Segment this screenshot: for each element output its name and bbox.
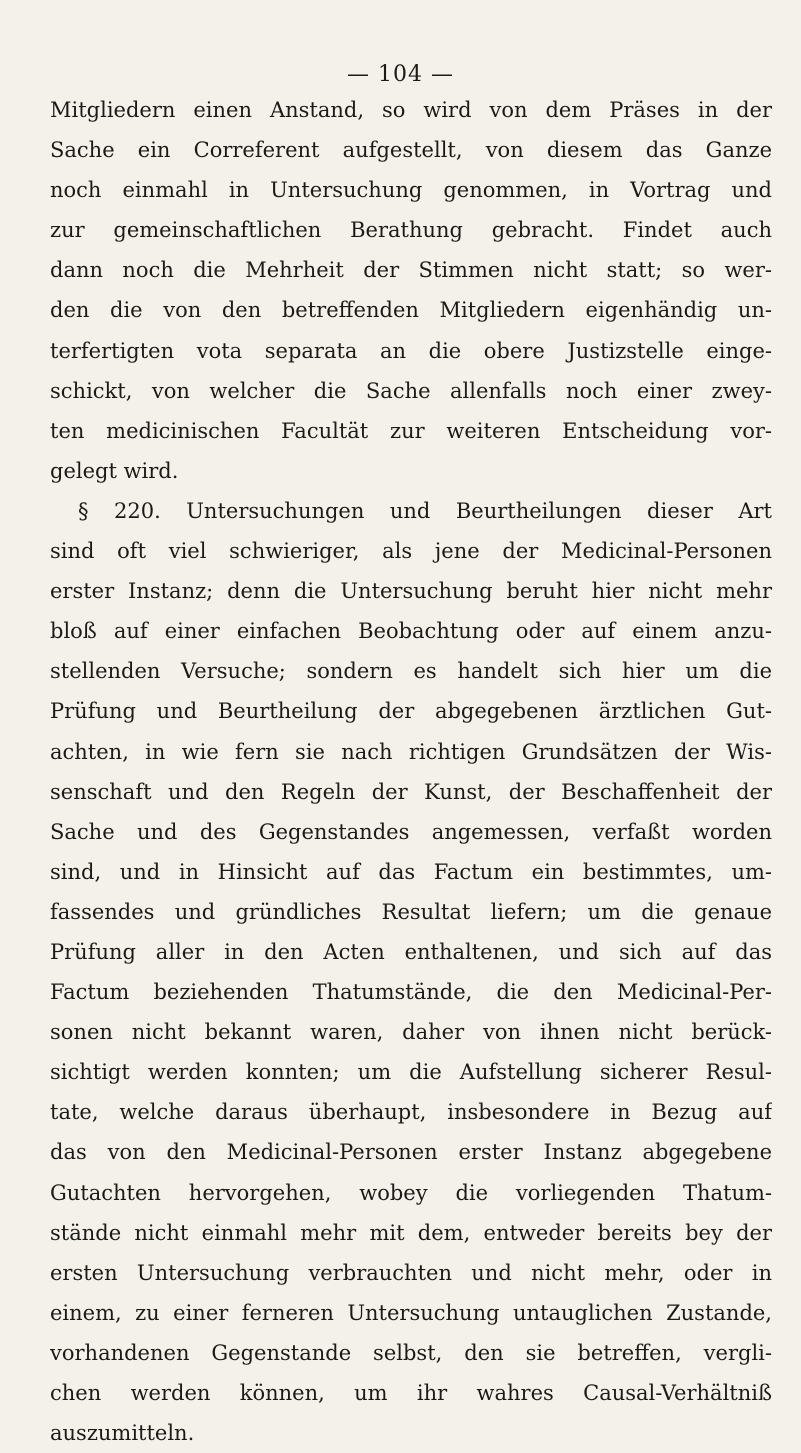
text-line: ersten Untersuchung verbrauchten und nicht mehr, oder in: [50, 1260, 772, 1285]
text-line: schickt, von welcher die Sache allenfalls noch einer zwey-: [50, 378, 772, 403]
text-line: Sache ein Correferent aufgestellt, von diesem das Ganze: [50, 138, 772, 163]
text-line: einem, zu einer ferneren Untersuchung untauglichen Zustande,: [50, 1300, 772, 1325]
text-line: gelegt wird.: [50, 458, 179, 483]
text-line: senschaft und den Regeln der Kunst, der Beschaffenheit der: [50, 779, 772, 804]
text-line: zur gemeinschaftlichen Berathung gebracht. Findet auch: [50, 218, 772, 243]
body-text: [50, 90, 772, 1453]
text-line: sichtigt werden konnten; um die Aufstellung sicherer Resul-: [50, 1060, 772, 1085]
text-line: Prüfung aller in den Acten enthaltenen, und sich auf das: [50, 939, 772, 964]
text-line: fassendes und gründliches Resultat liefern; um die genaue: [50, 899, 772, 924]
text-line: stellenden Versuche; sondern es handelt sich hier um die: [50, 659, 772, 684]
text-line: sind oft viel schwieriger, als jene der Medicinal-Personen: [50, 539, 772, 564]
text-line: tate, welche daraus überhaupt, insbesondere in Bezug auf: [50, 1100, 772, 1125]
text-line: achten, in wie fern sie nach richtigen Grundsätzen der Wis-: [50, 739, 772, 764]
text-line: das von den Medicinal-Personen erster Instanz abgegebene: [50, 1140, 772, 1165]
text-line: vorhandenen Gegenstande selbst, den sie betreffen, vergli-: [50, 1340, 772, 1365]
text-line: erster Instanz; denn die Untersuchung beruht hier nicht mehr: [50, 579, 772, 604]
text-line: Gutachten hervorgehen, wobey die vorliegenden Thatum-: [50, 1180, 772, 1205]
page-number: — 104 —: [347, 62, 454, 87]
paragraph-start: § 220. Untersuchungen und Beurtheilungen dieser Art: [78, 498, 772, 523]
text-line: Mitgliedern einen Anstand, so wird von dem Präses in der: [50, 98, 772, 122]
text-line: ten medicinischen Facultät zur weiteren Entscheidung vor-: [50, 418, 772, 443]
text-line: sind, und in Hinsicht auf das Factum ein bestimmtes, um-: [50, 859, 772, 884]
text-line: Prüfung und Beurtheilung der abgegebenen ärztlichen Gut-: [50, 699, 772, 724]
text-line: terfertigten vota separata an die obere Justizstelle einge-: [50, 338, 772, 363]
text-line: Factum beziehenden Thatumstände, die den Medicinal-Per-: [50, 980, 772, 1005]
text-line: chen werden können, um ihr wahres Causal-Verhältniß: [50, 1381, 772, 1405]
text-line: noch einmahl in Untersuchung genommen, in Vortrag und: [50, 178, 772, 203]
text-line: stände nicht einmahl mehr mit dem, entweder bereits bey der: [50, 1220, 772, 1245]
text-line: auszumitteln.: [50, 1421, 195, 1446]
text-line: sonen nicht bekannt waren, daher von ihnen nicht berück-: [50, 1020, 772, 1045]
text-line: bloß auf einer einfachen Beobachtung oder auf einem anzu-: [50, 619, 772, 644]
text-line: den die von den betreffenden Mitgliedern eigenhändig un-: [50, 298, 772, 323]
text-line: dann noch die Mehrheit der Stimmen nicht statt; so wer-: [50, 258, 772, 283]
text-line: Sache und des Gegenstandes angemessen, verfaßt worden: [50, 819, 772, 844]
